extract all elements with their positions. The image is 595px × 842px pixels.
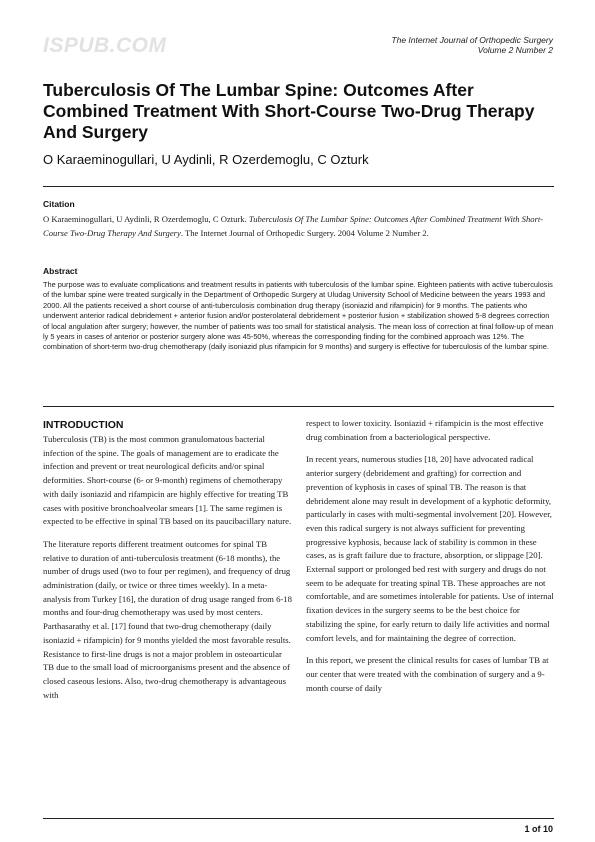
- citation-title: Tuberculosis Of The Lumbar Spine: Outcomes After Combined Treatment With Short-Course Two-Drug Therapy And Surgery: [43, 214, 544, 238]
- abstract-divider: [43, 406, 554, 407]
- abstract-heading: Abstract: [43, 266, 78, 276]
- site-logo: ISPUB.COM: [43, 34, 167, 57]
- intro-paragraph: In recent years, numerous studies [18, 20] have advocated radical anterior surgery (debridement and grafting) for correction and prevention of kyphosis in cases of spinal TB. The reason is that debridement alone may result in development of a kyphotic deformity, particularly in cases with multi-segmental involvement [20]. However, even this radical surgery is not always sufficient for preventing progressive kyphosis, because lack of stability is common in these cases, as is graft failure due to fracture, absorption, or slippage [20]. External support or prolonged bed rest with surgery and drugs do not seem to be adequate for treating spinal TB. These approaches are not comfortable, and are sometimes intolerable for patients. Use of internal fixation devices in the surgery seems to be the best choice for stabilizing the spine, for early return to daily life activities and normal comfort levels, and for maintaining the degree of correction.: [306, 454, 554, 643]
- right-column: [306, 417, 556, 704]
- journal-volume: Volume 2 Number 2: [477, 44, 553, 55]
- intro-paragraph: The literature reports different treatment outcomes for spinal TB relative to duration of anti-tuberculosis treatment (6-18 months), the number of drugs used (two to four per regimen), and frequency of drug administration (daily, or twice or three times weekly). In a meta-analysis from Turkey [16], the duration of drug usage ranged from 6-18 months and four-drug chemotherapy was used by most centers. Parthasarathy et al. [17] found that two-drug chemotherapy (daily isoniazid + rifampicin) for 9 months yielded the most favorable results. Resistance to first-line drugs is not a major problem in osteoarticular TB due to the small load of microorganisms present and the absence of closed caseous lesions. Also, two-drug chemotherapy is advantageous with: [43, 538, 292, 700]
- article-authors: O Karaeminogullari, U Aydinli, R Ozerdemoglu, C Ozturk: [43, 152, 369, 167]
- header-divider: [43, 186, 554, 187]
- intro-paragraph: In this report, we present the clinical results for cases of lumbar TB at our center that were treated with the combination of surgery and a 9-month course of daily: [306, 655, 549, 693]
- journal-name: The Internet Journal of Orthopedic Surgery: [391, 35, 553, 45]
- journal-header: [391, 36, 553, 55]
- citation-heading: Citation: [43, 199, 75, 209]
- intro-paragraph: respect to lower toxicity. Isoniazid + rifampicin is the most effective drug combination from a bacteriological perspective.: [306, 418, 544, 442]
- citation-authors: O Karaeminogullari, U Aydinli, R Ozerdemoglu, C Ozturk.: [43, 214, 249, 224]
- left-column: [43, 433, 293, 711]
- citation-source: . The Internet Journal of Orthopedic Surgery. 2004 Volume 2 Number 2.: [180, 227, 429, 238]
- footer-divider: [43, 818, 554, 819]
- introduction-heading: INTRODUCTION: [43, 419, 124, 431]
- citation-text: [43, 213, 555, 240]
- intro-paragraph: Tuberculosis (TB) is the most common granulomatous bacterial infection of the spine. The goals of management are to eradicate the infection and prevent or treat neurological deficits and/or spinal deformities. Short-course (6- or 9-month) regimens of chemotherapy with daily isoniazid and rifampicin are highly effective for treating TB cases with positive bronchoalveolar smears [1]. The same regimen is expected to be effective in spinal TB based on its paucibacillary nature.: [43, 434, 292, 527]
- article-title: Tuberculosis Of The Lumbar Spine: Outcomes After Combined Treatment With Short-Course Two-Drug Therapy And Surgery: [43, 80, 535, 142]
- abstract-text: The purpose was to evaluate complications and treatment results in patients with tuberculosis of the lumbar spine. Eighteen patients with active tuberculosis of the lumbar spine were treated surgically in the Department of Orthopedic Surgery at Uludag University School of Medicine between the years 1993 and 2000. All the patients received a short course of anti-tuberculosis combination drug therapy (isoniazid and rifampicin) for 9 months. The patients who underwent anterior radical debridement + anterior fusion and/or posterolateral debridement + posterior fusion + stabilization showed 5-8 degrees correction of local angulation after surgery; however, the number of patients was too small for statistical analysis. The mean loss of correction at final follow-up of mean ly 5 years in cases of anterior or posterior surgery alone was 45-50%, whereas the corresponding finding for the combined approach was 12%. The combination of short-term two-drug chemotherapy (daily isoniazid plus rifampicin for 9 months) and surgery is effective for tuberculosis of the lumbar spine.: [43, 280, 554, 352]
- page-number: 1 of 10: [524, 824, 553, 834]
